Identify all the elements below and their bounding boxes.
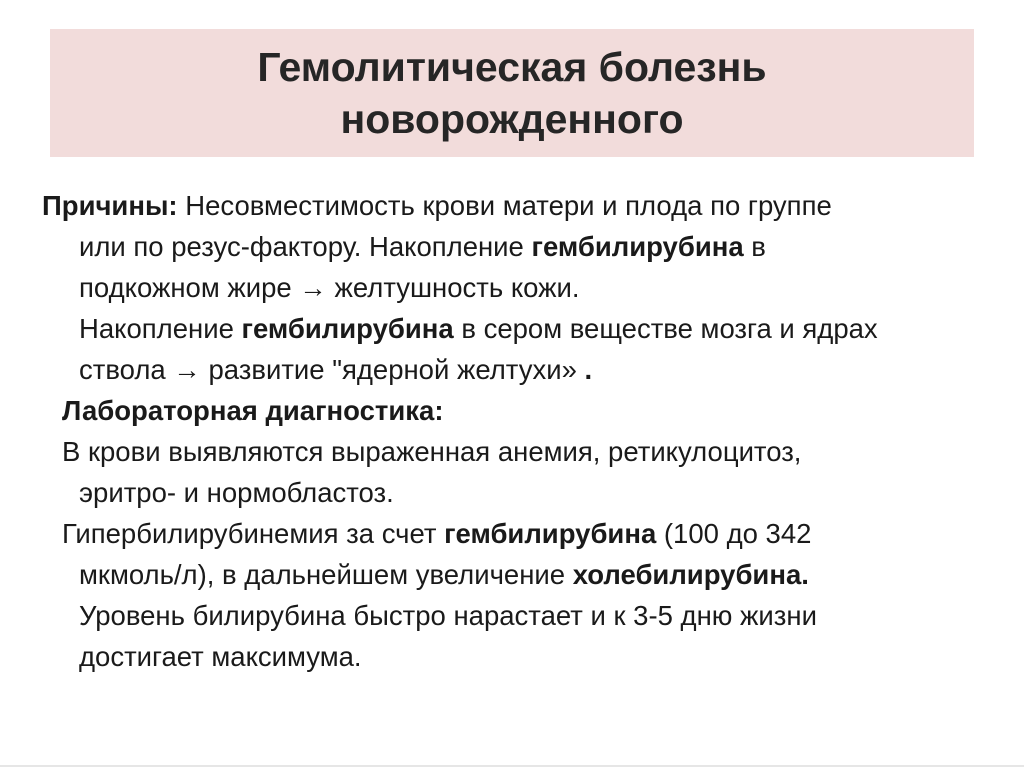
lab-text-2a1: Гипербилирубинемия за счет xyxy=(62,518,445,549)
causes-label: Причины: xyxy=(42,190,178,221)
causes-line-4 xyxy=(79,309,878,349)
lab-para2-line-1 xyxy=(62,514,811,554)
lab-para1-line-1: В крови выявляются выраженная анемия, ретикулоцитоз, xyxy=(62,436,802,467)
slide-title-line-1: Гемолитическая болезнь xyxy=(257,44,767,90)
lab-para1-line-2: эритро- и нормобластоз. xyxy=(79,477,394,508)
causes-line-1 xyxy=(42,186,832,226)
causes-line-2 xyxy=(79,227,766,267)
causes-text-4a: Накопление xyxy=(79,313,242,344)
lab-term-cholebilirubin: холебилирубина. xyxy=(572,559,809,590)
causes-text-1: Несовместимость крови матери и плода по группе xyxy=(177,190,832,221)
lab-para2-line-2 xyxy=(79,555,809,595)
lab-para2-line-3: Уровень билирубина быстро нарастает и к 3-5 дню жизни xyxy=(79,600,817,631)
causes-text-2a: или по резус-фактору. Накопление xyxy=(79,231,532,262)
causes-text-5a: ствола → развитие "ядерной желтухи» xyxy=(79,354,585,385)
lab-diagnostics-heading: Лабораторная диагностика: xyxy=(62,395,444,426)
causes-term-hembilirubin-2: гембилирубина xyxy=(241,313,454,344)
causes-text-5b: . xyxy=(584,354,593,385)
causes-line-5 xyxy=(79,350,592,390)
causes-line-3: подкожном жире → желтушность кожи. xyxy=(79,272,580,303)
causes-term-hembilirubin-1: гембилирубина xyxy=(531,231,744,262)
causes-text-4c: в сером веществе мозга и ядрах xyxy=(453,313,878,344)
slide-title-line-2: новорожденного xyxy=(340,96,684,142)
lab-text-2a3: (100 до 342 xyxy=(656,518,812,549)
lab-para2-line-4: достигает максимума. xyxy=(79,641,362,672)
lab-term-hembilirubin: гембилирубина xyxy=(444,518,657,549)
title-banner xyxy=(50,29,974,157)
lab-text-2b1: мкмоль/л), в дальнейшем увеличение xyxy=(79,559,573,590)
causes-text-2c: в xyxy=(743,231,766,262)
